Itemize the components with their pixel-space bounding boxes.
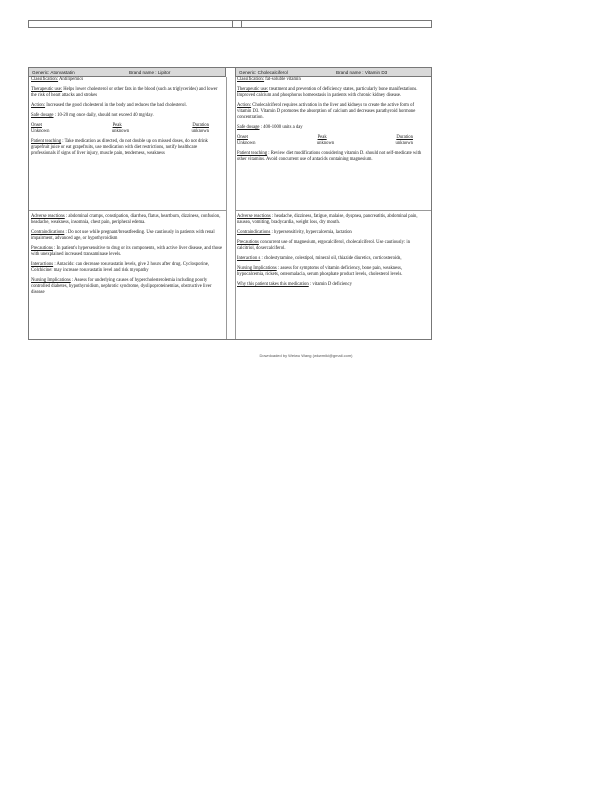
left-action: Action: Increased the good cholesterol in the body and reduces the bad cholesterol. bbox=[31, 103, 187, 108]
left-onset-header: Onset Peak Duration bbox=[31, 123, 209, 128]
left-therapeutic-use: Therapeutic use: Helps lower cholesterol or other fats in the blood (such as triglycerides) and lower the risk of heart attacks and strokes bbox=[31, 87, 218, 98]
right-action: Action: Cholecalciferol requires activation in the liver and kidneys to create the active form of vitamin D3. Vitamin D promotes the absorption of calcium and decreases parathyroid hormone concentration. bbox=[237, 103, 416, 120]
left-upper-section bbox=[31, 77, 223, 157]
right-lower-section bbox=[237, 214, 427, 288]
left-lower-section bbox=[31, 214, 223, 296]
top-table-cell bbox=[242, 21, 431, 27]
right-generic-name: Generic: Cholecalciferol bbox=[239, 70, 288, 75]
left-contraindications: Contraindications : Do not use while pregnant/breastfeeding. Use cautiously in patients with renal impairment, advanced age, or hypothyroidism bbox=[31, 230, 215, 241]
right-header bbox=[235, 68, 431, 77]
left-precautions: Precautions : In patient's hypersensitive to drug or its components, with active liver disease, and those with unexplained increased transaminase levels. bbox=[31, 246, 223, 257]
left-generic-name: Generic: Atorvastatin bbox=[32, 70, 75, 75]
right-interactions: Interaction s : cholestyramine, colestipol, mineral oil, thiazide diuretics, corticosteroids, bbox=[237, 256, 402, 261]
right-contraindications: Contraindications : hypersensitivity, hypercalcemia, lactation bbox=[237, 230, 352, 235]
right-onset-values: Unknown unknown unknown bbox=[237, 141, 413, 146]
drug-card-table bbox=[28, 67, 432, 340]
left-safe-dosage: Safe dosage : 10-20 mg once daily, should not exceed 40 mg/day. bbox=[31, 113, 154, 118]
column-divider bbox=[226, 77, 227, 339]
top-table-cell bbox=[29, 21, 233, 27]
left-patient-teaching: Patient teaching : Take medication as directed, do not double up on missed doses, do not drink grapefruit juice or eat grapefruits, use medication with diet restrictions, notify healthcare professionals if signs of liver injury, muscle pain, tenderness, weakness bbox=[31, 139, 208, 156]
left-interactions: Interactions : Antacids: can decrease rosuvastatin levels, give 2 hours after drug. Cyclosporine, Colchicine: may increase rosuvastatin level and risk myopathy bbox=[31, 262, 209, 273]
left-classification: Classification: Antilipemics bbox=[31, 77, 84, 82]
right-therapeutic-use: Therapeutic use: treatment and prevention of deficiency states, particularly bone manifestations. Improved calcium and phosphorus homeostasis in patients with chronic kidney disease. bbox=[237, 87, 418, 98]
left-onset-values: Unknown unknown unknown bbox=[31, 129, 209, 134]
row-divider-right bbox=[235, 210, 431, 211]
right-upper-section bbox=[237, 77, 427, 163]
right-precautions: Precautions concurrent use of magnesium, ergocalciferol, cholecalciferol. Use cautiously: in calcitriol, doxercalciferol. bbox=[237, 240, 411, 251]
right-why-patient-takes: Why this patient takes this medication : vitamin D deficiency bbox=[237, 282, 352, 287]
download-footer: Downloaded by Weiwu Wang (wkwmiki@gmail.com) bbox=[259, 353, 353, 358]
right-classification: Classification: fat-soluble vitamin bbox=[237, 77, 301, 82]
left-adverse-reactions: Adverse reactions : abdominal cramps, constipation, diarrhea, flatus, heartburn, dizziness, confusion, headache, weakness, insomnia, chest pain, peripheral edema. bbox=[31, 214, 221, 225]
left-nursing-implications: Nursing Implications : Assess for underlying causes of hypercholesterolemia including poorly controlled diabetes, hypothyroidism, nephrotic syndrome, dyslipoproteinemias, obstructive liver disease bbox=[31, 278, 212, 295]
column-divider bbox=[235, 77, 236, 339]
right-patient-teaching: Patient teaching : Review diet modifications considering vitamin D. should not self-medicate with other vitamins. Avoid concurrent use of antacids containing magnesium. bbox=[237, 151, 422, 162]
row-divider-left bbox=[29, 210, 226, 211]
left-brand-name: Brand name : Lipitor bbox=[129, 70, 171, 75]
right-adverse-reactions: Adverse reactions : headache, dizziness, fatigue, malaise, dyspnea, pancreatitis, abdominal pain, nausea, vomiting, bradycardia, weight loss, dry mouth. bbox=[237, 214, 418, 225]
left-header bbox=[29, 68, 226, 77]
top-table-cell bbox=[233, 21, 242, 27]
right-brand-name: Brand name : Vitamin D3 bbox=[336, 70, 388, 75]
top-empty-table bbox=[28, 20, 432, 28]
right-nursing-implications: Nursing Implications : assess for symptoms of vitamin deficiency, bone pain, weakness, hypocalcemia, rickets, osteomalacia, serum phosphate product levels, cholesterol levels. bbox=[237, 266, 403, 277]
right-onset-header: Onset Peak Duration bbox=[237, 135, 413, 140]
right-safe-dosage: Safe dosage : 400-1000 units a day bbox=[237, 125, 303, 130]
